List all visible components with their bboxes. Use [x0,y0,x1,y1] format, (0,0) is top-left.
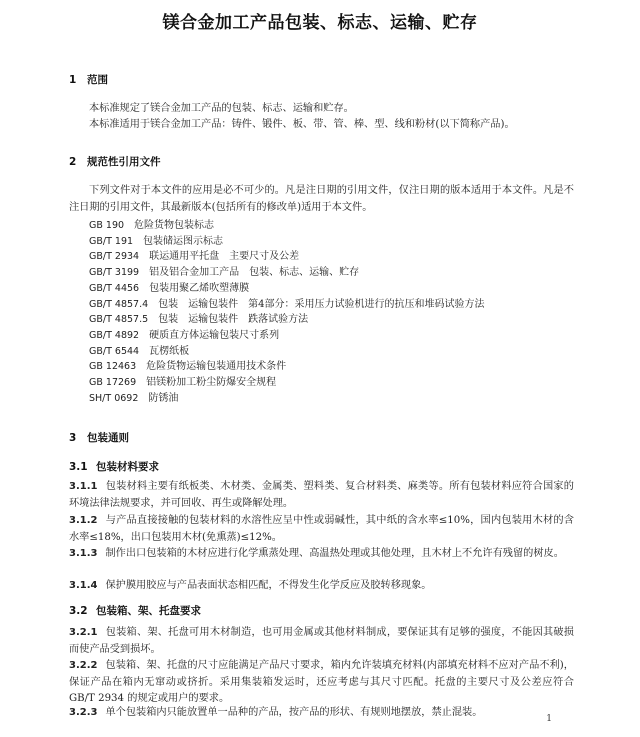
section-3-heading [69,430,129,445]
section-number: 3.1 [69,461,88,473]
reference-title: 包装 运输包装件 第4部分：采用压力试验机进行的抗压和堆码试验方法 [158,298,485,310]
reference-item [89,297,485,312]
clause-3-1-1 [69,479,574,512]
section-1-heading [69,72,108,87]
clause-3-1-4 [69,578,574,595]
scope-line-2: 本标准适用于镁合金加工产品：铸件、锻件、板、带、管、棒、型、线和粉材(以下简称产品)。 [89,119,515,130]
section-number: 3 [69,432,77,444]
clause-3-1-2 [69,513,574,546]
document-title: 镁合金加工产品包装、标志、运输、贮存 [162,13,478,33]
clause-number: 3.1.4 [69,580,98,591]
section-title: 规范性引用文件 [87,156,161,168]
section-3-1-heading [69,459,159,474]
reference-title: 危险货物包装标志 [134,220,215,231]
reference-title: 铝镁粉加工粉尘防爆安全规程 [146,377,277,388]
reference-item [89,344,189,359]
page-number: 1 [546,714,552,724]
reference-title: 包装 运输包装件 跌落试验方法 [158,314,309,326]
clause-3-2-2 [69,658,574,708]
clause-text: 单个包装箱内只能放置单一品种的产品，按产品的形状、有规则地摆放，禁止混装。 [105,707,483,718]
clause-text: 包装材料主要有纸板类、木材类、金属类、塑料类、复合材料类、麻类等。所有包装材料应符合国家的环境法律法规要求，并可回收、再生或降解处理。 [69,481,574,509]
clause-text: 与产品直接接触的包装材料的水溶性应呈中性或弱碱性，其中纸的含水率≤10%，国内包装用木材的含水率≤18%，出口包装用木材(免熏蒸)≤12%。 [69,515,574,543]
reference-title: 联运通用平托盘 主要尺寸及公差 [149,251,300,263]
reference-item [89,218,214,233]
reference-code: GB/T 6544 [89,345,140,357]
clause-text: 保护膜用胶应与产品表面状态相匹配，不得发生化学反应及胶转移现象。 [105,580,432,591]
clause-3-2-3 [69,705,574,722]
clause-3-2-1 [69,625,574,658]
reference-title: 铝及铝合金加工产品 包装、标志、运输、贮存 [149,267,360,279]
reference-item [89,265,359,280]
reference-title: 防锈油 [148,392,179,404]
section-3-2-heading [69,603,201,618]
reference-code: GB/T 4857.5 [89,314,149,326]
clause-number: 3.2.1 [69,627,98,638]
reference-item [89,359,286,374]
clause-text: 包装箱、架、托盘的尺寸应能满足产品尺寸要求，箱内允许装填充材料(内部填充材料不应对产品不利)，保证产品在箱内无窜动或挤折。采用集装箱发运时，还应考虑与其尺寸匹配。托盘的主要尺寸及公差应符合 GB/T 2934 的规定或用户的要求。 [69,660,574,704]
clause-text: 包装箱、架、托盘可用木材制造，也可用金属或其他材料制成，要保证其有足够的强度，不能因其破损而使产品受到损坏。 [69,627,574,655]
scope-line-1: 本标准规定了镁合金加工产品的包装、标志、运输和贮存。 [89,103,354,114]
section-title: 包装箱、架、托盘要求 [96,605,201,617]
reference-item [89,234,223,249]
reference-title: 瓦楞纸板 [149,345,190,357]
reference-code: GB 12463 [89,361,137,373]
reference-code: GB 17269 [89,377,137,388]
reference-code: GB/T 2934 [89,251,140,263]
reference-title: 硬质直方体运输包装尺寸系列 [149,329,280,341]
section-number: 2 [69,156,77,168]
clause-number: 3.1.1 [69,481,98,492]
clause-number: 3.1.3 [69,548,98,559]
reference-code: GB/T 4892 [89,329,140,341]
clause-3-1-3 [69,546,574,563]
reference-item [89,375,276,390]
reference-code: GB/T 4456 [89,282,140,294]
section-2-heading [69,154,161,169]
section-title: 范围 [87,74,108,86]
reference-item [89,249,299,264]
clause-number: 3.2.2 [69,660,98,671]
reference-code: GB/T 191 [89,235,134,247]
clause-text: 制作出口包装箱的木材应进行化学熏蒸处理、高温热处理或其他处理，且木材上不允许有残留的树皮。 [105,548,564,559]
reference-title: 危险货物运输包装通用技术条件 [146,361,287,373]
reference-title: 包装储运图示标志 [143,235,224,247]
reference-item [89,281,249,296]
reference-item [89,391,178,406]
references-intro: 下列文件对于本文件的应用是必不可少的。凡是注日期的引用文件，仅注日期的版本适用于本文件。凡是不注日期的引用文件，其最新版本(包括所有的修改单)适用于本文件。 [69,185,574,213]
clause-number: 3.2.3 [69,707,98,718]
section-title: 包装通则 [87,432,129,444]
section-number: 3.2 [69,605,88,617]
reference-item [89,312,308,327]
section-title: 包装材料要求 [96,461,159,473]
reference-code: SH/T 0692 [89,392,139,404]
clause-number: 3.1.2 [69,515,98,526]
reference-title: 包装用聚乙烯吹塑薄膜 [149,282,250,294]
reference-code: GB 190 [89,220,125,231]
reference-code: GB/T 3199 [89,267,140,279]
reference-item [89,328,279,343]
reference-code: GB/T 4857.4 [89,298,149,310]
section-number: 1 [69,74,77,86]
